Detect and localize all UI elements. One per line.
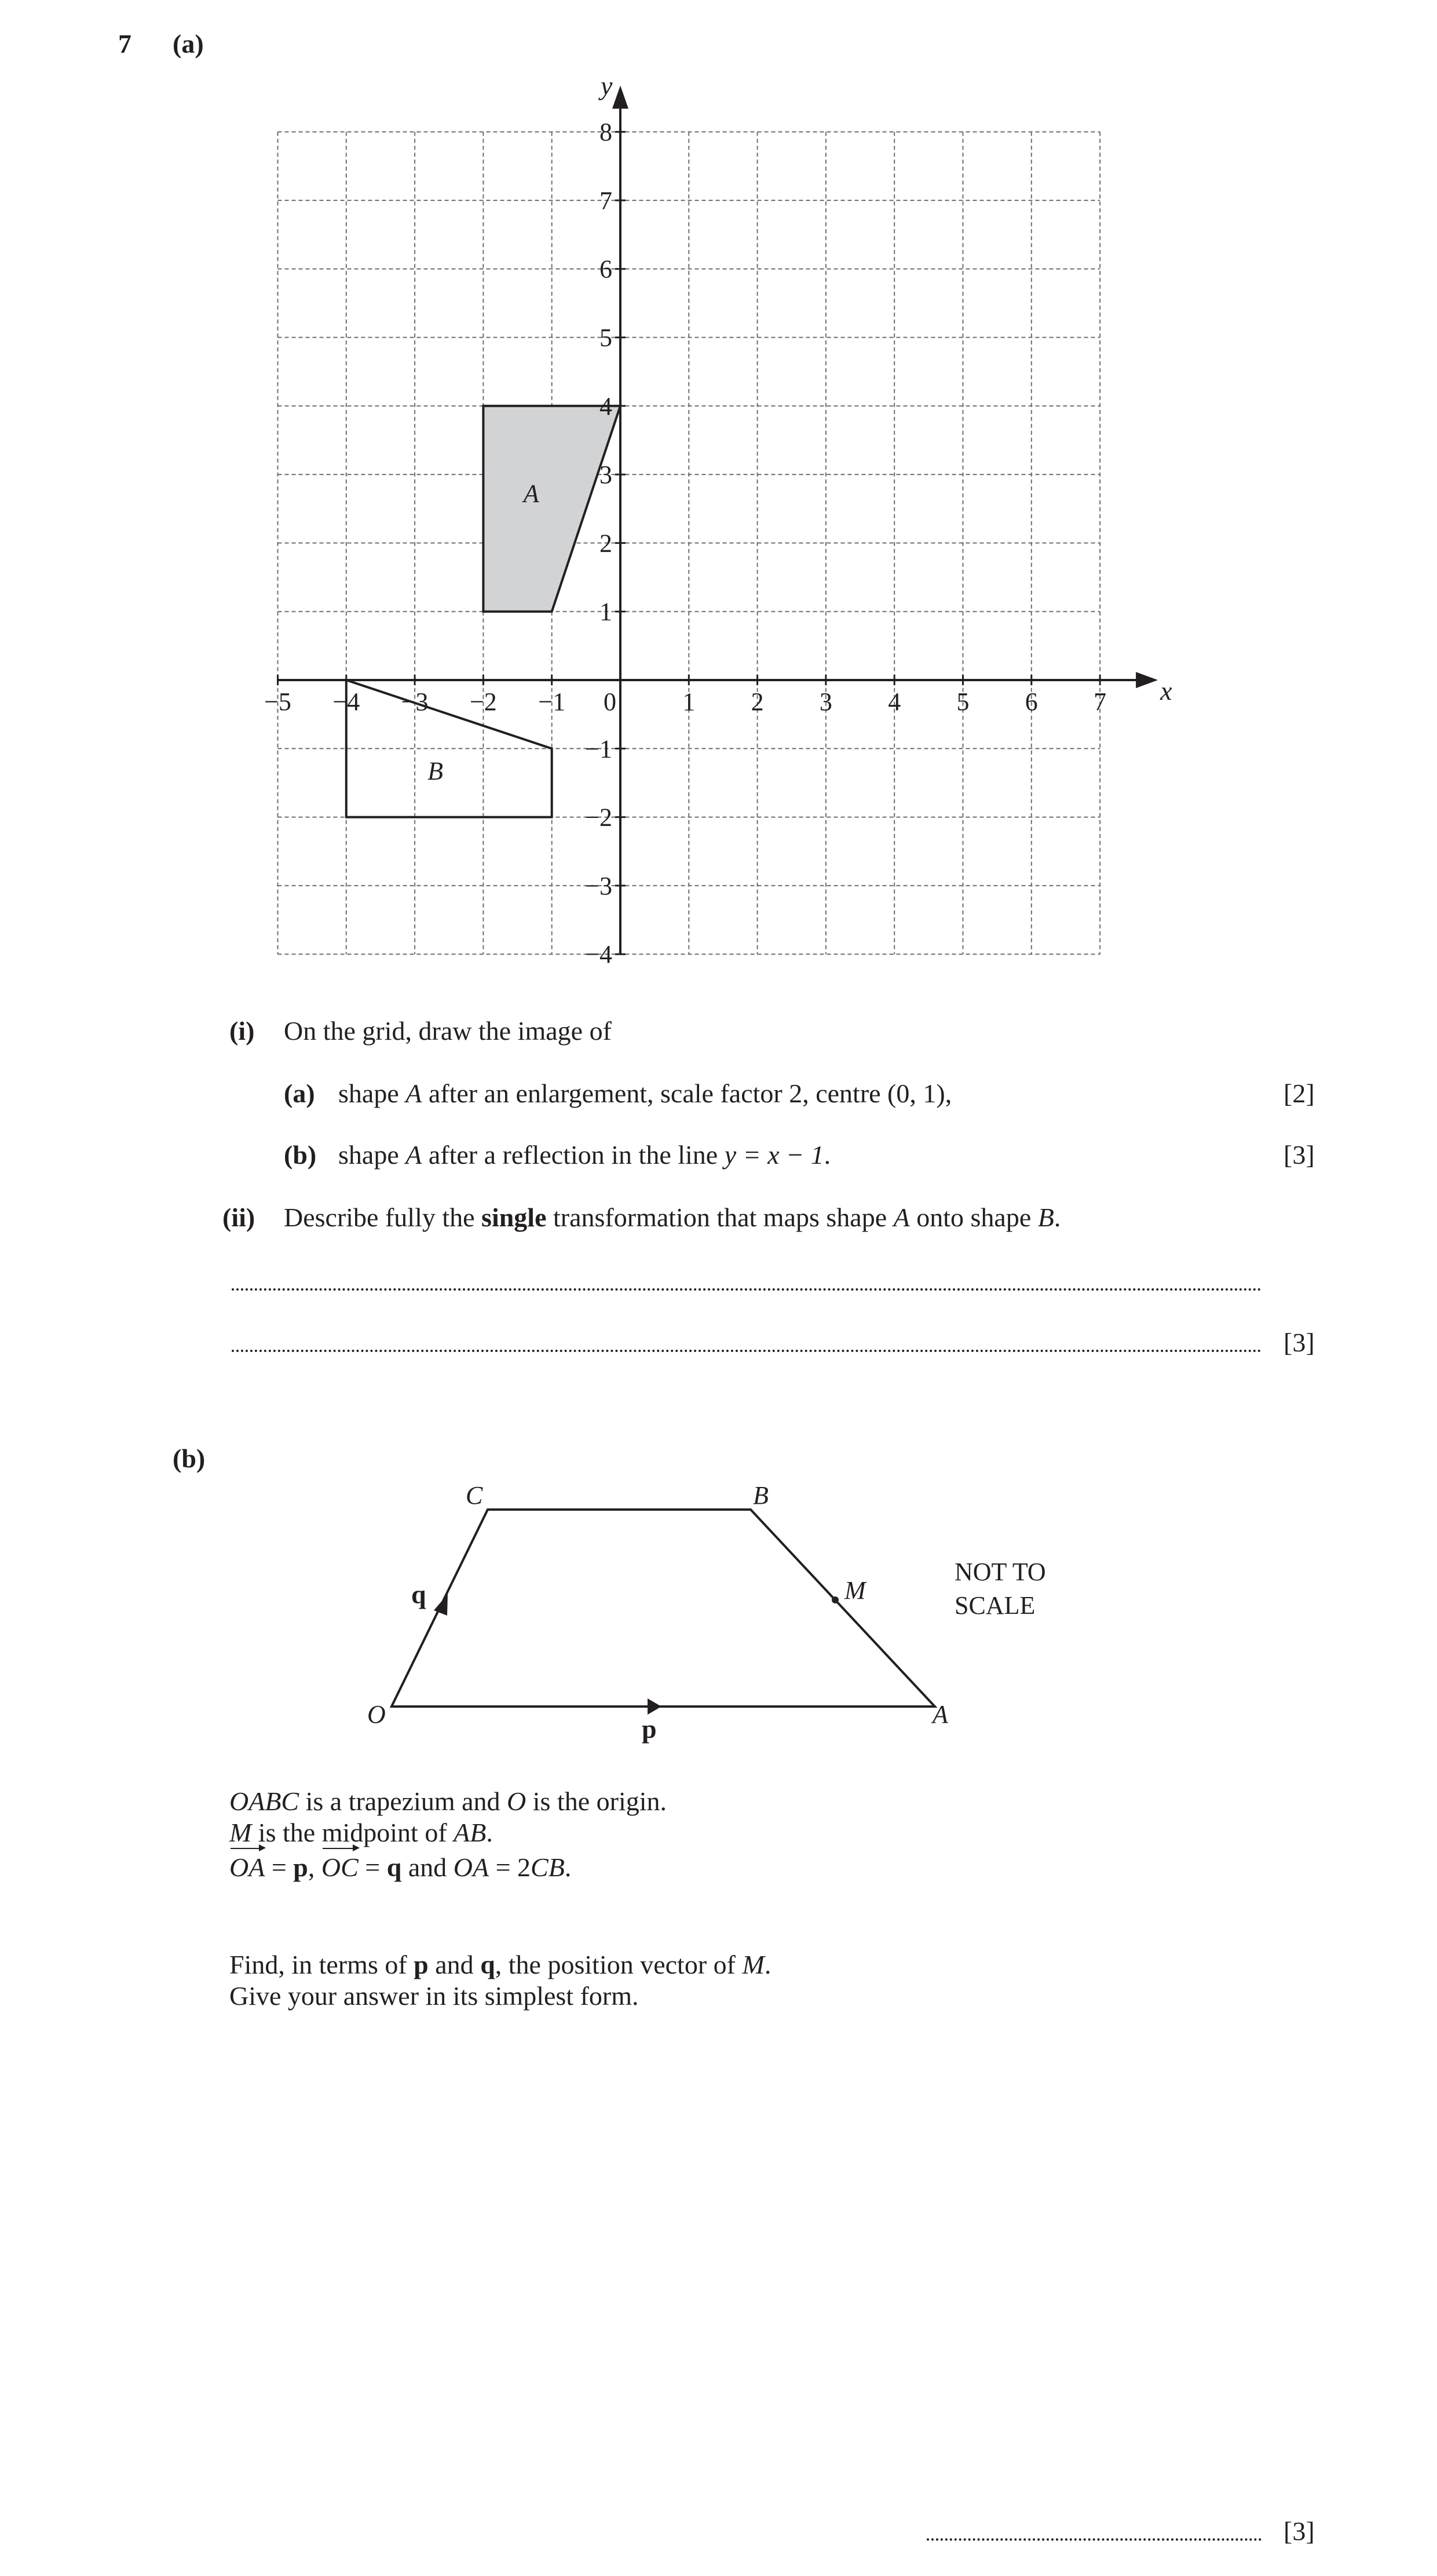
y-tick-label: 6 bbox=[599, 255, 612, 284]
not-to-scale-2: SCALE bbox=[955, 1591, 1036, 1620]
vector-oa: OA bbox=[229, 1851, 265, 1883]
x-tick-label: 6 bbox=[1025, 688, 1038, 716]
x-tick-label: −4 bbox=[332, 688, 360, 716]
x-tick-label: −1 bbox=[538, 688, 566, 716]
part-b-simplest: Give your answer in its simplest form. bbox=[229, 1981, 639, 2011]
y-tick-label: −2 bbox=[585, 803, 612, 832]
x-tick-label: 2 bbox=[751, 688, 764, 716]
y-tick-label: −1 bbox=[585, 735, 612, 763]
label-c: C bbox=[466, 1481, 483, 1510]
x-tick-label: 7 bbox=[1094, 688, 1107, 716]
label-p: p bbox=[642, 1714, 657, 1744]
part-a-i-a-number: (a) bbox=[284, 1079, 315, 1108]
answer-line-b[interactable] bbox=[927, 2538, 1262, 2541]
part-b-label: (b) bbox=[173, 1444, 206, 1473]
part-a-i-b-text: shape A after a reflection in the line y = x − 1. bbox=[338, 1140, 831, 1170]
x-tick-label: 1 bbox=[682, 688, 696, 716]
trapezium-oabc bbox=[392, 1510, 935, 1707]
y-tick-label: −4 bbox=[585, 940, 612, 969]
question-number: 7 bbox=[118, 29, 131, 59]
part-a-i-number: (i) bbox=[229, 1016, 255, 1046]
x-axis-label: x bbox=[1160, 676, 1172, 706]
y-tick-label: 4 bbox=[599, 392, 612, 421]
y-tick-label: 8 bbox=[599, 118, 612, 147]
part-b-find: Find, in terms of p and q, the position vector of M. bbox=[229, 1950, 771, 1979]
marks-a-i-b: [3] bbox=[1284, 1140, 1315, 1170]
vector-oc: OC bbox=[321, 1851, 359, 1883]
x-tick-label: −2 bbox=[469, 688, 497, 716]
marks-a-ii: [3] bbox=[1284, 1328, 1315, 1357]
y-axis-label: y bbox=[601, 71, 613, 101]
label-q: q bbox=[411, 1580, 426, 1609]
label-b: B bbox=[753, 1481, 769, 1510]
y-tick-label: 3 bbox=[599, 461, 612, 489]
label-o: O bbox=[367, 1700, 386, 1729]
marks-a-i-a: [2] bbox=[1284, 1079, 1315, 1108]
origin-label: 0 bbox=[604, 688, 616, 716]
part-a-ii-number: (ii) bbox=[222, 1203, 255, 1232]
label-m: M bbox=[844, 1576, 866, 1605]
part-b-line-2: M is the midpoint of AB. bbox=[229, 1818, 493, 1847]
shape-a-label: A bbox=[523, 479, 539, 508]
y-tick-label: 7 bbox=[599, 186, 612, 215]
part-b-line-3: OA = p, OC = q and OA = 2CB. bbox=[229, 1851, 571, 1883]
part-a-i-a-text: shape A after an enlargement, scale factor 2, centre (0, 1), bbox=[338, 1079, 952, 1108]
x-tick-label: 3 bbox=[819, 688, 832, 716]
not-to-scale-1: NOT TO bbox=[955, 1558, 1046, 1586]
label-a: A bbox=[933, 1700, 948, 1729]
y-tick-label: 1 bbox=[599, 597, 612, 626]
y-tick-label: 5 bbox=[599, 323, 612, 352]
midpoint-m-dot bbox=[832, 1596, 839, 1603]
arrow-p-icon bbox=[648, 1698, 661, 1715]
y-tick-label: −3 bbox=[585, 871, 612, 900]
part-a-ii-text: Describe fully the single transformation that maps shape A onto shape B. bbox=[284, 1203, 1061, 1232]
x-tick-label: −3 bbox=[401, 688, 429, 716]
x-tick-label: 5 bbox=[956, 688, 970, 716]
arrow-q-icon bbox=[434, 1594, 448, 1616]
marks-b: [3] bbox=[1284, 2516, 1315, 2546]
part-a-i-text: On the grid, draw the image of bbox=[284, 1016, 612, 1046]
part-a-label: (a) bbox=[173, 29, 204, 59]
x-tick-label: 4 bbox=[888, 688, 901, 716]
part-b-line-1: OABC is a trapezium and O is the origin. bbox=[229, 1786, 667, 1816]
y-tick-label: 2 bbox=[599, 529, 612, 558]
part-a-i-b-number: (b) bbox=[284, 1140, 317, 1170]
x-tick-label: −5 bbox=[264, 688, 291, 716]
shape-b-label: B bbox=[427, 757, 444, 785]
